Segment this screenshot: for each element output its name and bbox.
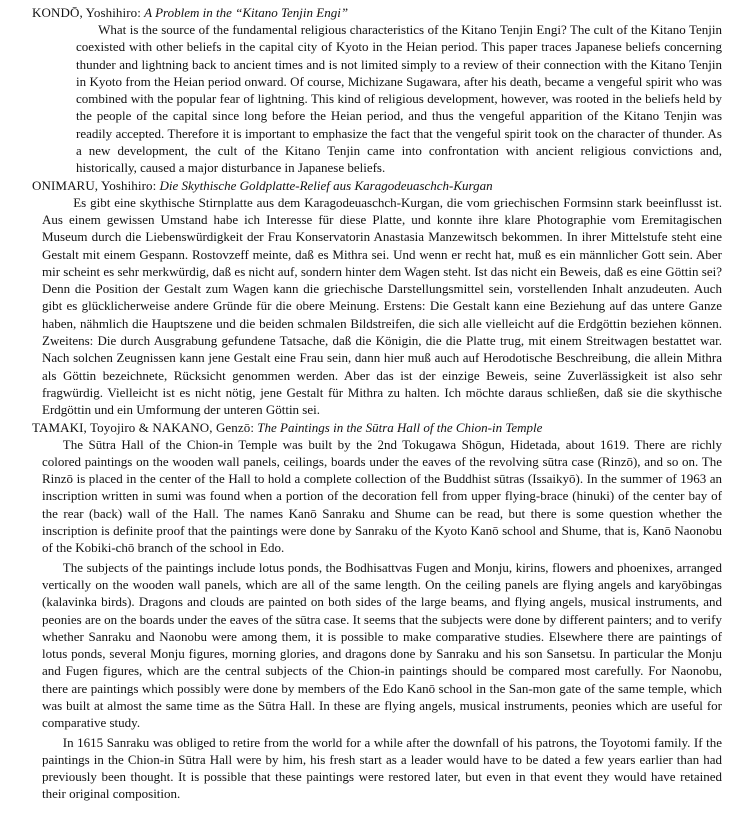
entry-body bbox=[42, 194, 722, 419]
entry-paragraph: Es gibt eine skythische Stirnplatte aus dem Karagodeuaschch-Kurgan, die vom griechischen Formsinn stark beeinflusst ist. Aus einem gewissen Umstand habe ich Interesse für diese Platte, und konnte ihre klare Photographie vom Eremitagischen Museum durch die Liebenswürdigkeit der Frau Konservatorin Anastasia Manzewitsch bekommen. In ihrer Mittelstufe steht eine Gestalt mit einem Gespann. Rostovzeff meinte, daß es Mithra sei. Und wenn er recht hat, muß es ein männlicher Gott sein. Aber mir scheint es sehr merkwürdig, daß es nicht auf, sondern hinter dem Wagen steht. Ist das nicht ein Beweis, daß es eine Göttin sei? Denn die Position der Gestalt zum Wagen kann die griechische Darstellungsmittel sein, vorstellenden Inhalt anzudeuten. Auch gibt es glücklicherweise andere Gründe für die obere Meinung. Erstens: Die Gestalt kann eine Beziehung auf das untere Ganze haben, nähmlich die Hauptszene und die beiden schmalen Bildstreifen, die sich alle vielleicht auf die Erdgöttin beziehen können. Zweitens: Die durch Ausgrabung gefundene Tatsache, daß die Königin, die die Platte trug, mit einem Streitwagen bestattet war. Nach solchen Zeugnissen kann jene Gestalt eine Frau sein, dann hier muß auch auf Herodotische Beschreibung, die allein Mithra als Göttin bezeichnete, Rücksicht genommen werden. Aber das ist der einzige Beweis, seine Zuverlässigkeit ist also sehr fragwürdig. Vielleicht ist es nicht nötig, jene Gestalt für Mithra zu halten. Ich möchte daraus schließen, daß sie die skythische Erdgöttin und ein Umformung der unteren Göttin sei. bbox=[42, 194, 722, 418]
entry-title: Die Skythische Goldplatte-Relief aus Karagodeuaschch-Kurgan bbox=[159, 177, 493, 193]
abstract-entry-onimaru bbox=[32, 177, 722, 419]
entry-author: TAMAKI, Toyojiro & NAKANO, Genzō bbox=[32, 419, 251, 435]
entry-title: The Paintings in the Sūtra Hall of the Chion-in Temple bbox=[257, 419, 543, 435]
entry-title: A Problem in the “Kitano Tenjin Engi” bbox=[144, 5, 349, 20]
entry-author: ONIMARU, Yoshihiro bbox=[32, 177, 153, 193]
entry-author: KONDŌ, Yoshihiro bbox=[32, 5, 138, 20]
abstract-entry-tamaki-nakano bbox=[32, 419, 722, 803]
entry-heading: ONIMARU, Yoshihiro: Die Skythische Goldplatte-Relief aus Karagodeuaschch-Kurgan bbox=[32, 177, 493, 193]
entry-paragraph: The Sūtra Hall of the Chion-in Temple was built by the 2nd Tokugawa Shōgun, Hidetada, about 1619. There are richly colored paintings on the wooden wall panels, ceilings, boards under the eaves of the revolving sūtra case (Rinzō), and so on. The Rinzō is placed in the center of the Hall to hold a complete collection of the Buddhist sūtras (Issaikyō). In the summer of 1963 an inscription written in sumi was found when a portion of the decoration fell from upper flying-brace (hinuki) of the center bay of the rear (back) wall of the Hall. The names Kanō Sanraku and Shume can be read, but there is some question whether the inscription is definite proof that the paintings were done by Sanraku of the Kyoto Kanō school and Shume, that is, Kanō Naonobu of the Kobiki-chō branch of the school in Edo. bbox=[42, 436, 722, 556]
entry-body bbox=[42, 21, 722, 177]
entry-paragraph: The subjects of the paintings include lotus ponds, the Bodhisattvas Fugen and Monju, kirins, flowers and phoenixes, arranged vertically on the wooden wall panels, which are all of the same length. On the ceiling panels are flying angels and karyōbingas (kalavinka birds). Dragons and clouds are painted on both sides of the large beams, and flying angels, musical instruments, and peonies are on the boards under the eaves of the sūtra case. It seems that the subjects were done by different painters; and to verify whether Sanraku and Naonobu were among them, it is possible to make comparative studies. Elsewhere there are paintings of lotus ponds, several Monju figures, morning glories, and dragons done by Sanraku and his son Sansetsu. In particular the Monju and Fugen figures, which are the central subjects of the Chion-in paintings should be compared most carefully. For Naonobu, there are paintings which possibly were done by members of the Edo Kanō school in the San-mon gate of the same temple, which was built at almost the same time as the Sūtra Hall. In these are flying angels, musical instruments, peonies which are useful for comparative study. bbox=[42, 559, 722, 731]
entry-heading: TAMAKI, Toyojiro & NAKANO, Genzō: The Paintings in the Sūtra Hall of the Chion-in Temple bbox=[32, 419, 543, 435]
entry-heading: KONDŌ, Yoshihiro: A Problem in the “Kitano Tenjin Engi” bbox=[32, 5, 349, 20]
entry-paragraph: In 1615 Sanraku was obliged to retire from the world for a while after the downfall of his patrons, the Toyotomi family. If the paintings in the Chion-in Sūtra Hall were by him, his fresh start as a leader would have to be dated a few years earlier than had previously been thought. It is possible that these paintings were restored later, but even in that event they would have retained their original composition. bbox=[42, 734, 722, 802]
entry-body bbox=[42, 436, 722, 803]
entry-paragraph: What is the source of the fundamental religious characteristics of the Kitano Tenjin Engi? The cult of the Kitano Tenjin coexisted with other beliefs in the capital city of Kyoto in the Heian period. This paper traces Japanese beliefs concerning thunder and lightning back to ancient times and is not limited simply to a review of their connection with the Kitano Tenjin in Kyoto from the Heian period onward. Of course, Michizane Sugawara, after his death, became a vengeful spirit who was combined with the popular fear of lightning. This kind of religious development, however, was rooted in the beliefs held by the people of the capital since long before the Heian period, and thus the vengeful apparition of the Kitano Tenjin was readily accepted. Therefore it is important to emphasize the fact that the vengeful spirit took on the character of thunder. As a new development, the cult of the Kitano Tenjin came into confrontation with ancient religious convictions and, historically, caused a major disturbance in Japanese beliefs. bbox=[76, 22, 722, 176]
abstract-entry-kondo bbox=[32, 4, 722, 177]
